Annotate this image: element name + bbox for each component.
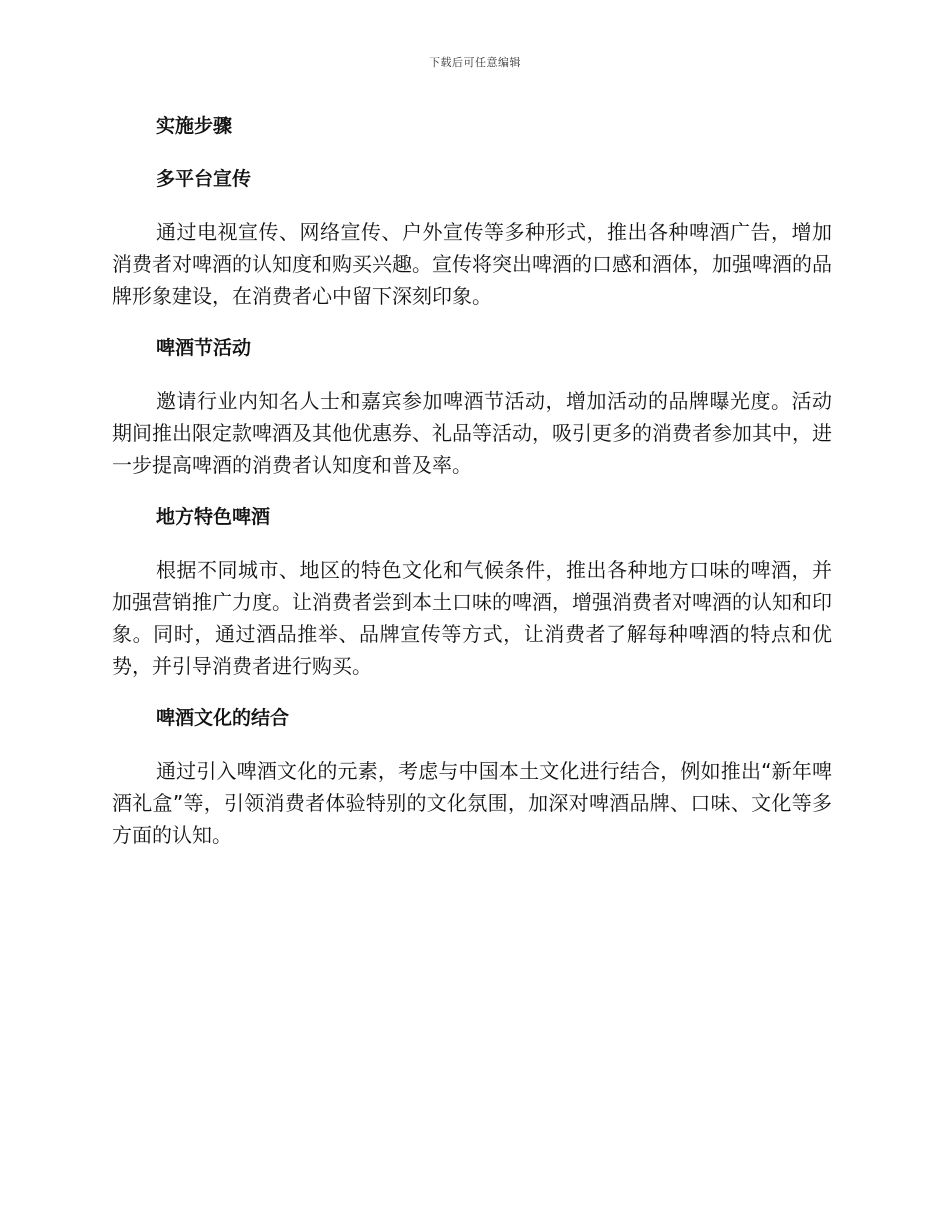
section-heading-local-beer: 地方特色啤酒	[156, 506, 271, 528]
paragraph-beer-culture: 通过引入啤酒文化的元素，考虑与中国本土文化进行结合，例如推出“新年啤酒礼盒”等，引领消费者体验特别的文化氛围，加深对啤酒品牌、口味、文化等多方面的认知。	[112, 759, 832, 847]
section-heading-multi-platform: 多平台宣传	[156, 168, 252, 190]
section-heading-beer-festival: 啤酒节活动	[156, 337, 252, 359]
section-heading-beer-culture: 啤酒文化的结合	[156, 707, 290, 729]
section-heading-implementation: 实施步骤	[156, 115, 233, 137]
document-body	[112, 110, 832, 871]
paragraph-multi-platform: 通过电视宣传、网络宣传、户外宣传等多种形式，推出各种啤酒广告，增加消费者对啤酒的认知度和购买兴趣。宣传将突出啤酒的口感和酒体，加强啤酒的品牌形象建设，在消费者心中留下深刻印象。	[112, 220, 832, 308]
page-header: 下载后可任意编辑	[429, 56, 521, 69]
paragraph-beer-festival: 邀请行业内知名人士和嘉宾参加啤酒节活动，增加活动的品牌曝光度。活动期间推出限定款啤酒及其他优惠券、礼品等活动，吸引更多的消费者参加其中，进一步提高啤酒的消费者认知度和普及率。	[112, 389, 832, 477]
paragraph-local-beer: 根据不同城市、地区的特色文化和气候条件，推出各种地方口味的啤酒，并加强营销推广力度。让消费者尝到本土口味的啤酒，增强消费者对啤酒的认知和印象。同时，通过酒品推举、品牌宣传等方式，让消费者了解每种啤酒的特点和优势，并引导消费者进行购买。	[112, 558, 832, 678]
